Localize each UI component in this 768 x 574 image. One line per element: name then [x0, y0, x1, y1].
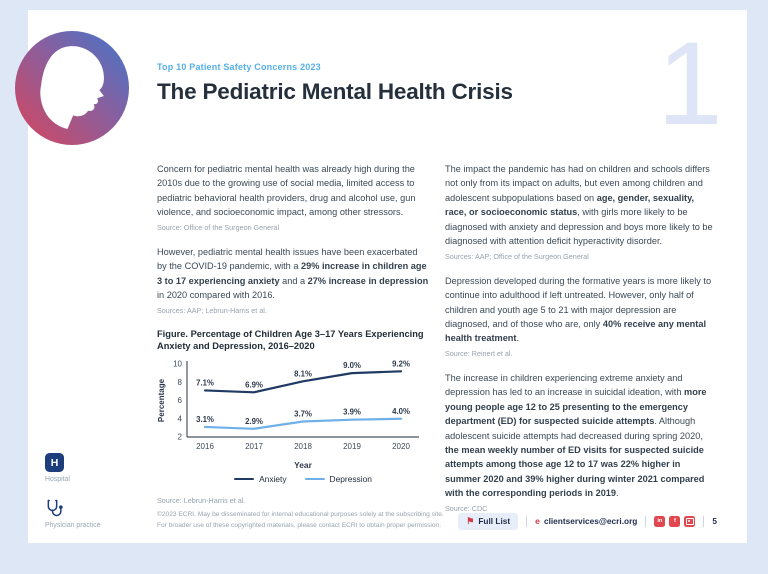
- svg-text:2018: 2018: [294, 442, 312, 452]
- source-note: Source: Lebrun-Harris et al.: [157, 496, 246, 506]
- legend-label: Depression: [329, 474, 372, 485]
- paragraph: However, pediatric mental health issues have been exacerbated by the COVID-19 pandemic, with a 29% increase in children age 3 to 17 experiencing anxiety and a 27% increase in depression in 2020 compared with 2016.: [157, 246, 429, 301]
- svg-text:8.1%: 8.1%: [294, 369, 312, 379]
- svg-text:2017: 2017: [245, 442, 263, 452]
- camera-glyph: [686, 518, 694, 525]
- svg-text:2019: 2019: [343, 442, 361, 452]
- head-silhouette-logo: [15, 31, 129, 145]
- svg-text:2020: 2020: [392, 442, 410, 452]
- figure-title: Figure. Percentage of Children Age 3–17 Years Experiencing Anxiety and Depression, 2016–2020: [157, 328, 424, 351]
- source-note: Sources: AAP; Office of the Surgeon General: [445, 251, 589, 261]
- copyright-line: For broader use of these copyrighted materials, please contact ECRI to obtain proper permission.: [157, 521, 442, 529]
- copyright-notice: [157, 510, 444, 532]
- legend-swatch: [305, 478, 325, 481]
- sidebar-item-label: Physician practice: [45, 522, 101, 529]
- figure-chart-svg: [157, 357, 425, 459]
- chart-legend: [187, 474, 419, 484]
- legend-swatch: [234, 478, 254, 481]
- copyright-line: ©2023 ECRI. May be disseminated for internal educational purposes solely at the subscribing site.: [157, 511, 444, 518]
- left-column: [157, 162, 429, 526]
- chapter-number: 1: [657, 18, 723, 150]
- svg-text:6: 6: [177, 396, 182, 406]
- line-chart: [157, 357, 425, 484]
- sidebar-item-physician-practice[interactable]: [45, 498, 145, 529]
- page-number: 5: [712, 516, 717, 526]
- svg-text:6.9%: 6.9%: [245, 380, 263, 390]
- full-list-button[interactable]: [458, 513, 518, 530]
- svg-text:8: 8: [177, 377, 182, 387]
- svg-text:3.7%: 3.7%: [294, 409, 312, 419]
- svg-text:10: 10: [173, 359, 182, 369]
- footer-divider: [645, 516, 646, 527]
- content-columns: [157, 162, 717, 526]
- hospital-icon-letter: H: [50, 456, 59, 469]
- full-list-label: Full List: [478, 516, 511, 526]
- legend-item-anxiety: [234, 474, 286, 484]
- flag-icon: ⚑: [466, 515, 475, 526]
- footer-nav: [458, 511, 717, 531]
- instagram-icon[interactable]: [684, 516, 695, 527]
- figure-block: [157, 328, 429, 506]
- svg-text:4: 4: [177, 414, 182, 424]
- social-links: [654, 516, 695, 527]
- source-note: Source: CDC: [445, 503, 488, 513]
- svg-text:3.9%: 3.9%: [343, 407, 361, 417]
- audience-sidebar: [45, 453, 145, 544]
- svg-text:Percentage: Percentage: [157, 378, 166, 423]
- email-link[interactable]: [535, 516, 637, 526]
- right-column: [445, 162, 717, 526]
- email-address: clientservices@ecri.org: [543, 516, 638, 526]
- paragraph: The increase in children experiencing extreme anxiety and depression has led to an increase in suicidal ideation, with more young people age 12 to 25 presenting to the emergency department (ED) for suspected suicide attempts. Although adolescent suicide attempts had decreased during spring 2020, the mean weekly number of ED visits for suspected suicide attempts among those age 12 to 17 was 22% higher in summer 2020 and 39% higher during winter 2021 compared with the corresponding periods in 2019.: [445, 372, 707, 499]
- report-series-title: Top 10 Patient Safety Concerns 2023: [157, 62, 321, 72]
- legend-item-depression: [305, 474, 372, 484]
- source-note: Source: Reinert et al.: [445, 348, 513, 358]
- svg-text:2.9%: 2.9%: [245, 416, 263, 426]
- legend-label: Anxiety: [259, 474, 287, 485]
- paragraph: Concern for pediatric mental health was already high during the 2010s due to the growing use of social media, limited access to pediatric behavioral health providers, drug and alcohol use, gun violence, and socioeconomic impact, among other stressors.: [157, 164, 416, 218]
- svg-text:9.0%: 9.0%: [343, 361, 361, 371]
- sidebar-item-hospital[interactable]: [45, 453, 145, 483]
- footer-divider: [703, 516, 704, 527]
- svg-text:2: 2: [177, 432, 182, 442]
- svg-text:3.1%: 3.1%: [196, 414, 214, 424]
- page-header: [157, 62, 513, 105]
- source-note: Source: Office of the Surgeon General: [157, 222, 280, 232]
- facebook-icon[interactable]: f: [669, 516, 680, 527]
- source-note: Sources: AAP; Lebrun-Harris et al.: [157, 305, 267, 315]
- sidebar-item-label: Hospital: [45, 476, 70, 483]
- footer-divider: [526, 516, 527, 527]
- stethoscope-icon: [45, 498, 65, 518]
- svg-text:2016: 2016: [196, 442, 214, 452]
- paragraph: The impact the pandemic has had on children and schools differs not only from its impact on adults, but even among children and adolescent subpopulations based on age, gender, sexuality, race, or socioeconomic status, with girls more likely to be diagnosed with anxiety and depression and boys more likely to be diagnosed with attention deficit hyperactivity disorder.: [445, 164, 713, 247]
- paragraph: Depression developed during the formative years is more likely to continue into adulthood if left untreated. However, only half of children and youth age 5 to 21 with major depression are diagnosed, and of those who are, only 40% receive any mental health treatment.: [445, 275, 712, 344]
- svg-text:4.0%: 4.0%: [392, 406, 410, 416]
- linkedin-icon[interactable]: in: [654, 516, 665, 527]
- page-title: The Pediatric Mental Health Crisis: [157, 79, 513, 104]
- chart-xlabel: Year: [294, 460, 312, 471]
- svg-text:7.1%: 7.1%: [196, 378, 214, 388]
- hospital-icon: [45, 453, 64, 472]
- report-page: [28, 10, 747, 543]
- svg-text:9.2%: 9.2%: [392, 359, 410, 369]
- email-icon: e: [535, 516, 540, 526]
